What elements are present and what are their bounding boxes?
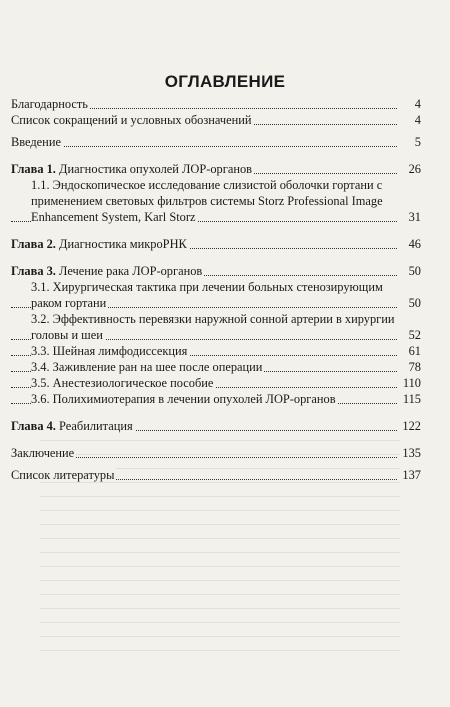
- page-number: 26: [397, 161, 421, 177]
- toc-entry-title: [31, 376, 215, 390]
- toc-entry: [11, 418, 421, 434]
- toc-entry: [11, 177, 421, 225]
- toc-entry: [11, 112, 421, 128]
- dot-leader: [11, 146, 397, 147]
- toc-entry-title: [11, 162, 254, 176]
- toc-entry: [11, 391, 421, 407]
- toc-entry-text: 1.1. Эндоскопическое исследование слизистой оболочки гортани с применением световых фильтров системы Storz Professional Image Enhancement System, Karl Storz: [31, 178, 383, 224]
- toc-entry-text: 3.4. Заживление ран на шее после операции: [31, 360, 263, 374]
- toc-entry-text: 3.3. Шейная лимфодиссекция: [31, 344, 188, 358]
- page-number: 5: [397, 134, 421, 150]
- toc-entry-text: Благодарность: [11, 97, 88, 111]
- page-number: 110: [397, 375, 421, 391]
- toc-entry-title: [11, 135, 63, 149]
- chapter-label: Глава 1.: [11, 162, 56, 176]
- toc-entry-text: Заключение: [11, 446, 75, 460]
- toc-entry-text: Реабилитация: [55, 419, 133, 433]
- chapter-label: Глава 4.: [11, 419, 56, 433]
- page-number: 135: [397, 445, 421, 461]
- page-number: 115: [397, 391, 421, 407]
- toc-entry-text: Введение: [11, 135, 61, 149]
- table-of-contents: [11, 96, 421, 483]
- toc-entry: [11, 343, 421, 359]
- page-number: 52: [397, 327, 421, 343]
- toc-entry-title: [31, 392, 338, 406]
- page-number: 61: [397, 343, 421, 359]
- page-number: 78: [397, 359, 421, 375]
- toc-entry-text: 3.5. Анестезиологическое пособие: [31, 376, 214, 390]
- toc-entry-text: 3.2. Эффективность перевязки наружной сонной артерии в хирургии головы и шеи: [31, 312, 395, 342]
- toc-entry: [11, 263, 421, 279]
- toc-entry-text: Список литературы: [11, 468, 115, 482]
- chapter-label: Глава 3.: [11, 264, 56, 278]
- page-number: 31: [397, 209, 421, 225]
- page-number: 4: [397, 112, 421, 128]
- page-number: 4: [397, 96, 421, 112]
- page-title: ОГЛАВЛЕНИЕ: [164, 72, 286, 91]
- page-number: 50: [397, 263, 421, 279]
- toc-entry-text: Диагностика опухолей ЛОР-органов: [55, 162, 252, 176]
- toc-entry-title: [11, 419, 135, 433]
- toc-entry: [11, 96, 421, 112]
- toc-entry: [11, 359, 421, 375]
- toc-entry: [11, 161, 421, 177]
- page-number: 122: [397, 418, 421, 434]
- toc-entry-title: [31, 178, 383, 224]
- toc-entry-title: [31, 344, 189, 358]
- toc-entry-title: [31, 360, 264, 374]
- toc-entry: [11, 311, 421, 343]
- page-number: 46: [397, 236, 421, 252]
- toc-entry-text: 3.1. Хирургическая тактика при лечении больных стенозирующим раком гортани: [31, 280, 383, 310]
- toc-entry-title: [11, 264, 204, 278]
- toc-entry-title: [11, 446, 76, 460]
- toc-entry-text: Диагностика микроРНК: [55, 237, 187, 251]
- toc-entry-title: [31, 280, 383, 310]
- toc-entry: [11, 279, 421, 311]
- toc-entry: [11, 236, 421, 252]
- toc-entry-title: [11, 237, 189, 251]
- toc-entry: [11, 134, 421, 150]
- toc-entry-title: [11, 97, 90, 111]
- page-number: 50: [397, 295, 421, 311]
- toc-entry-text: 3.6. Полихимиотерапия в лечении опухолей ЛОР-органов: [31, 392, 336, 406]
- chapter-label: Глава 2.: [11, 237, 56, 251]
- toc-entry-text: Лечение рака ЛОР-органов: [55, 264, 203, 278]
- toc-entry-text: Список сокращений и условных обозначений: [11, 113, 252, 127]
- toc-entry-title: [11, 468, 116, 482]
- toc-entry-title: [11, 113, 254, 127]
- page-number: 137: [397, 467, 421, 483]
- toc-entry-title: [31, 312, 394, 342]
- toc-entry: [11, 375, 421, 391]
